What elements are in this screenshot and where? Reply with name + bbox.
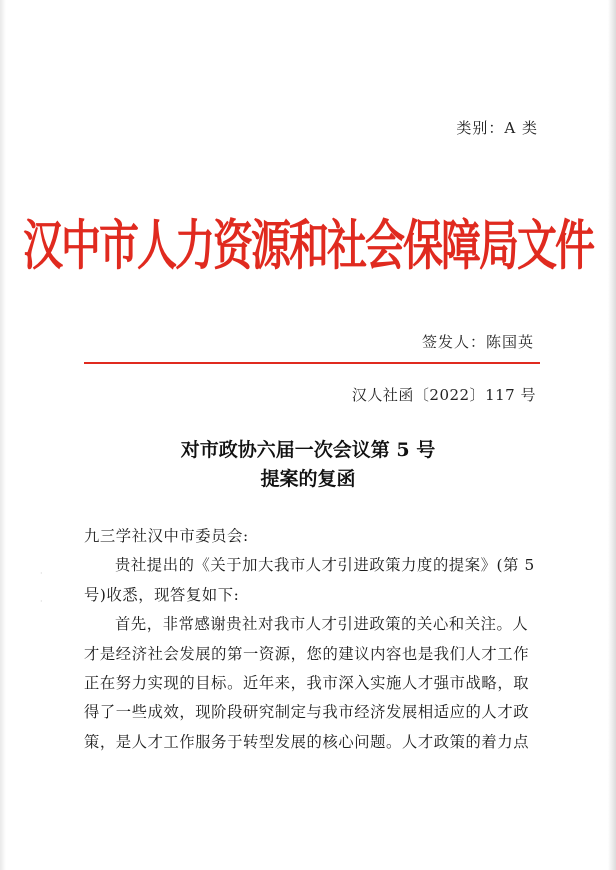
- salutation: 九三学社汉中市委员会:: [84, 527, 249, 545]
- document-category: 类别：A 类: [456, 119, 538, 137]
- subject-line-1: 对市政协六届一次会议第 5 号: [180, 439, 436, 461]
- issuing-authority-header: 汉中市人力资源和社会保障局文件: [23, 215, 593, 278]
- page-edge-left: [0, 0, 6, 870]
- scan-mark: ·: [40, 569, 43, 578]
- document-subject: [0, 436, 616, 494]
- subject-line-2: 提案的复函: [260, 468, 356, 490]
- body-paragraph-1: 贵社提出的《关于加大我市人才引进政策力度的提案》(第 5 号)收悉，现答复如下:: [84, 556, 535, 604]
- body-paragraph-2: 首先，非常感谢贵社对我市人才引进政策的关心和关注。人才是经济社会发展的第一资源，您的建议内容也是我们人才工作正在努力实现的目标。近年来，我市深入实施人才强市战略，取得了一些成效，现阶段研究制定与我市经济发展相适应的人才政策，是人才工作服务于转型发展的核心问题。人才政策的着力点: [84, 615, 530, 751]
- document-number: 汉人社函〔2022〕117 号: [351, 386, 536, 404]
- page-edge-right: [608, 0, 616, 870]
- signer-line: 签发人：陈国英: [421, 333, 534, 351]
- red-divider-line: [84, 362, 540, 364]
- scan-mark: ·: [40, 597, 43, 606]
- document-body: [84, 522, 542, 757]
